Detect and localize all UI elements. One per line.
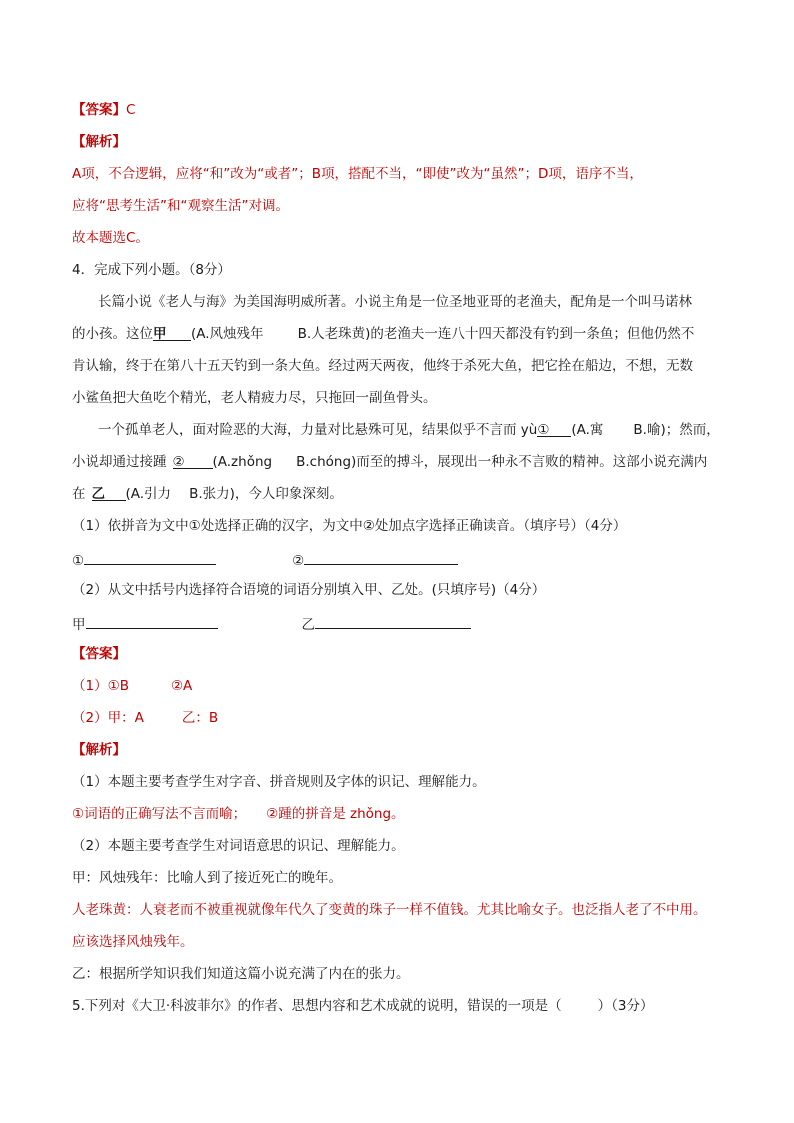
q3-analysis-line1: A项，不合逻辑，应将“和”改为“或者”；B项，搭配不当，“即使”改为“虽然”；D项，语序不当， — [72, 166, 643, 182]
q3-answer — [72, 100, 135, 120]
q3-conclusion: 故本题选C。 — [72, 230, 149, 246]
q3-analysis-line2: 应将“思考生活”和“观察生活”对调。 — [72, 198, 289, 214]
q4-sub2: （2）从文中括号内选择符合语境的词语分别填入甲、乙处。(只填序号)（4分） — [72, 582, 546, 598]
q4-p1-line2: 的小孩。这位甲 (A.风烛残年 B.人老珠黄)的老渔夫一连八十四天都没有钓到一条鱼；但他仍然不 — [72, 326, 695, 342]
q4-ans1: （1）①B ②A — [72, 678, 193, 694]
q4-an7: 乙：根据所学知识我们知道这篇小说充满了内在的张力。 — [72, 966, 410, 982]
q4-an5: 人老珠黄：人衰老而不被重视就像年代久了变黄的珠子一样不值钱。尤其比喻女子。也泛指人老了不中用。 — [72, 902, 707, 918]
q4-sub2-blanks: 甲 乙 — [72, 612, 471, 635]
blank-2: ② — [173, 452, 213, 469]
q4-an1: （1）本题主要考查学生对字音、拼音规则及字体的识记、理解能力。 — [72, 774, 486, 790]
q4-an3: （2）本题主要考查学生对词语意思的识记、理解能力。 — [72, 838, 405, 854]
q4-p1-line4: 小鲨鱼把大鱼吃个精光，老人精疲力尽，只拖回一副鱼骨头。 — [72, 390, 437, 406]
q4-title: 4．完成下列小题。（8分） — [72, 262, 231, 278]
q4-answer-label: 【答案】 — [72, 646, 126, 662]
blank-1: ① — [537, 420, 571, 437]
q5-title: 5.下列对《大卫·科波菲尔》的作者、思想内容和艺术成就的说明，错误的一项是（ ）（3分） — [72, 998, 654, 1014]
q4-an4: 甲：风烛残年：比喻人到了接近死亡的晚年。 — [72, 870, 342, 886]
q4-an2: ①词语的正确写法不言而喻； ②踵的拼音是 zhǒng。 — [72, 806, 405, 822]
q4-an6: 应该选择风烛残年。 — [72, 934, 194, 950]
q4-p1-line1: 长篇小说《老人与海》为美国海明威所著。小说主角是一位圣地亚哥的老渔夫，配角是一个叫马诺林 — [98, 294, 692, 310]
q4-p2-line1: 一个孤单老人，面对险恶的大海，力量对比悬殊可见，结果似乎不言而 yù① (A.寓 B.喻)；然而， — [98, 422, 720, 438]
q4-ans2: （2）甲：A 乙：B — [72, 710, 219, 726]
q4-p1-line3: 肯认输，终于在第八十五天钓到一条大鱼。经过两天两夜，他终于杀死大鱼，把它拴在船边，不想，无数 — [72, 358, 693, 374]
answer-blank-1[interactable] — [84, 548, 216, 565]
answer-label: 【答案】 — [72, 102, 126, 118]
blank-yi: 乙 — [92, 484, 126, 501]
answer-value: C — [126, 102, 136, 118]
q3-analysis-label: 【解析】 — [72, 134, 126, 150]
answer-blank-yi[interactable] — [315, 612, 471, 629]
q4-sub1-blanks: ① ② — [72, 548, 458, 571]
q4-sub1: （1）依拼音为文中①处选择正确的汉字，为文中②处加点字选择正确读音。（填序号）（4分） — [72, 518, 627, 534]
blank-jia: 甲 — [153, 324, 191, 341]
q4-p2-line3: 在 乙 (A.引力 B.张力)，今人印象深刻。 — [72, 486, 343, 502]
answer-blank-2[interactable] — [304, 548, 458, 565]
q4-analysis-label: 【解析】 — [72, 742, 126, 758]
q4-p2-line2: 小说却通过接踵 ② (A.zhǒng B.chóng)而至的搏斗，展现出一种永不言败的精神。这部小说充满内 — [72, 454, 708, 470]
answer-blank-jia[interactable] — [86, 612, 218, 629]
